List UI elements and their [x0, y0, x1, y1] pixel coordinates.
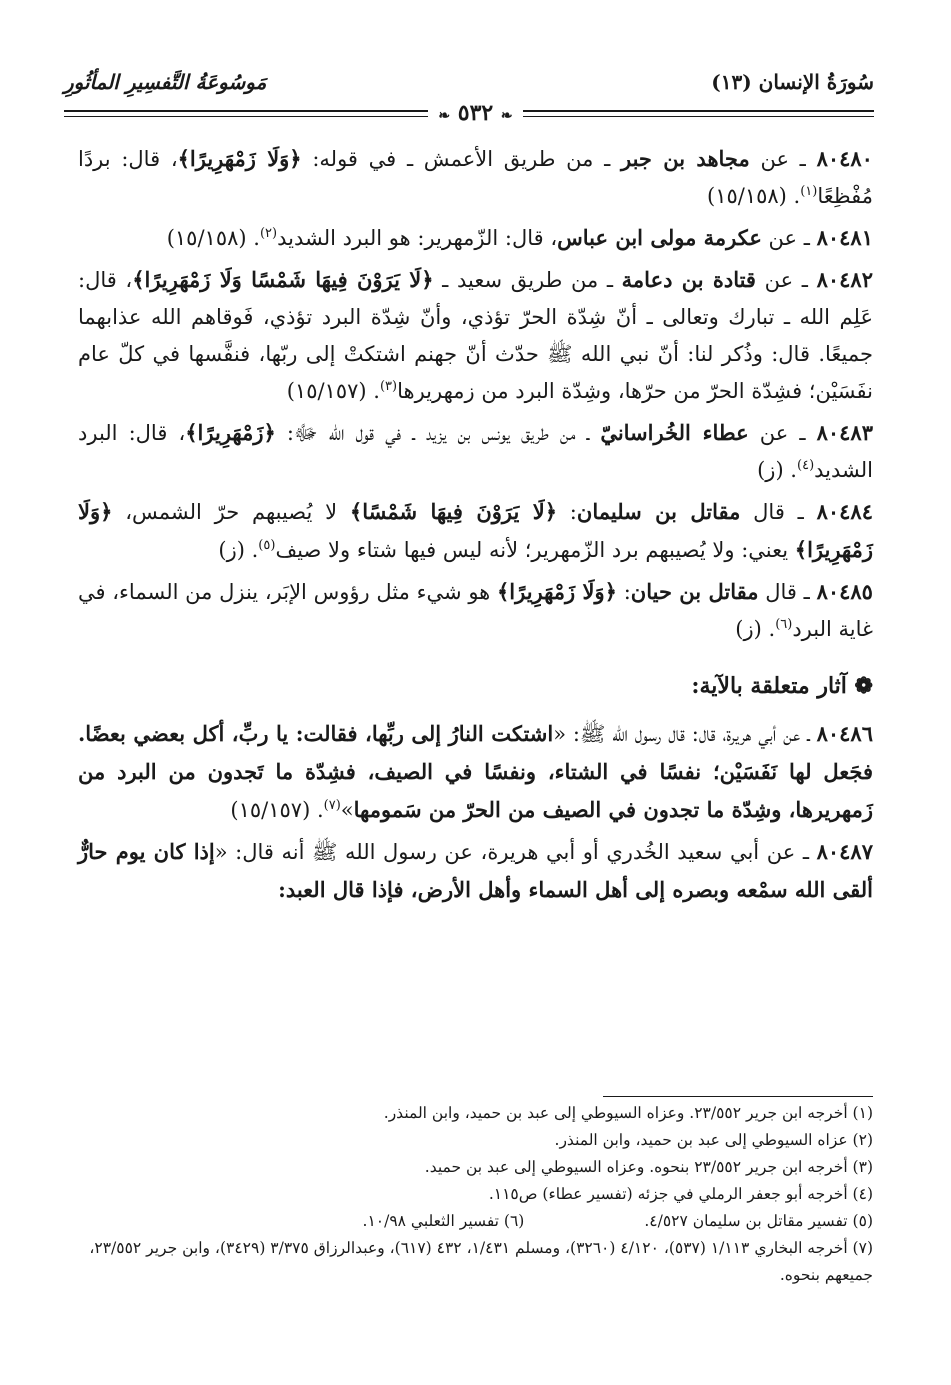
hadith-entry: ٨٠٤٨٧ ـ عن أبي سعيد الخُدري أو أبي هريرة، عن رسول الله ﷺ أنه قال: «إذا كان يوم حارٌّ ألقى الله سمْعه وبصره إلى أهل السماء وأهل الأرض، فإذا قال العبد:	[78, 839, 873, 902]
narrator-name: مقاتل بن سليمان	[576, 499, 741, 524]
footnotes	[78, 1100, 873, 1289]
quran-quote: ﴿زَمْهَرِيرًا﴾	[185, 420, 276, 445]
volume-reference: . (١٥/١٥٨)	[166, 226, 260, 250]
athar-entry: ٨٠٤٨١ ـ عن عكرمة مولى ابن عباس، قال: الزّمهرير: هو البرد الشديد$^{(٢)}$. (١٥/١٥٨)	[166, 225, 873, 250]
athar-entry: ٨٠٤٨٠ ـ عن مجاهد بن جبر ـ من طريق الأعمش ـ في قوله: ﴿وَلَا زَمْهَرِيرًا﴾، قال: بردًا مُفْظِعًا$^{(١)}$. (١٥/١٥٨)	[78, 146, 873, 208]
footnote-marker: (٢)	[259, 226, 278, 241]
narrator-name: عطاء الخُراسانيّ	[600, 420, 749, 445]
page-number: ٥٣٢	[457, 100, 494, 126]
hadith-entry: ٨٠٤٨٦ ـ عن أبي هريرة، قال: قال رسول الله ﷺ: «اشتكت النارُ إلى ربِّها، فقالت: يا ربِّ، أكل بعضي بعضًا. فجَعل لها نَفَسَيْن؛ نفسًا في الشتاء، ونفسًا في الصيف، فشِدّة ما تَجدون من البرد من زَمهريرها، وشِدّة ما تجدون في الصيف من الحرّ من سَمومها»$^{(٧)}$. (١٥/١٥٧)	[78, 721, 873, 822]
footnote-marker: (٥)	[258, 538, 276, 553]
volume-reference: . (١٥/١٥٧)	[230, 798, 324, 822]
main-text	[78, 140, 873, 913]
hadith-text: إذا كان يوم حارٌّ ألقى الله سمْعه وبصره إلى أهل السماء وأهل الأرض، فإذا قال العبد:	[78, 839, 873, 902]
quran-quote: ﴿وَلَا زَمْهَرِيرًا﴾	[78, 499, 873, 562]
surah-title: سُورَةُ الإنسان (١٣)	[711, 70, 874, 94]
quran-quote: ﴿وَلَا زَمْهَرِيرًا﴾	[496, 579, 617, 604]
narrator-name: مجاهد بن جبر	[620, 146, 750, 171]
page-number-box	[428, 100, 522, 129]
book-title: مَوسُوعَةُ التَّفسِيرِ المأثُورِ	[64, 70, 267, 94]
ornament-icon: ❧	[438, 108, 451, 124]
athar-entry: ٨٠٤٨٢ ـ عن قتادة بن دعامة ـ من طريق سعيد ـ ﴿لَا يَرَوْنَ فِيهَا شَمْسًا وَلَا زَمْهَرِيرًا﴾، قال: عَلِم الله ـ تبارك وتعالى ـ أنّ شِدّة الحرّ تؤذي، وأنّ شِدّة البرد تؤذي، فَوقاهم الله عذابهما جميعًا. قال: وذُكر لنا: أنّ نبي الله ﷺ حدّث أنّ جهنم اشتكتْ إلى ربّها، فنفَّسها في كلّ عام نفَسَيْن؛ فشِدّة الحرّ من حرّها، وشِدّة البرد من زمهريرها$^{(٣)}$. (١٥/١٥٧)	[78, 267, 873, 403]
volume-reference: . (ز)	[735, 617, 776, 641]
footnote: (٦) تفسير الثعلبي ١٠/٩٨.	[362, 1212, 525, 1230]
volume-reference: . (١٥/١٥٨)	[706, 184, 801, 208]
footnote: (٣) أخرجه ابن جرير ٢٣/٥٥٢ بنحوه. وعزاه السيوطي إلى عبد بن حميد.	[424, 1158, 873, 1176]
section-heading: ❁ آثار متعلقة بالآية:	[691, 673, 873, 699]
footnote-marker: (١)	[800, 184, 818, 199]
quran-quote: ﴿وَلَا زَمْهَرِيرًا﴾	[177, 146, 302, 171]
narrator-name: مقاتل بن حيان	[630, 579, 759, 604]
footnote: (٤) أخرجه أبو جعفر الرملي في جزئه (تفسير عطاء) ص١١٥.	[488, 1185, 873, 1203]
hadith-text: اشتكت النارُ إلى ربِّها، فقالت: يا ربِّ، أكل بعضي بعضًا. فجَعل لها نَفَسَيْن؛ نفسًا في الشتاء، ونفسًا في الصيف، فشِدّة ما تَجدون من البرد من زَمهريرها، وشِدّة ما تجدون في الصيف من الحرّ من سَمومها	[78, 721, 873, 822]
footnote: (٥) تفسير مقاتل بن سليمان ٤/٥٢٧.	[644, 1212, 873, 1230]
volume-reference: . (١٥/١٥٧)	[286, 379, 380, 403]
footnote-pair	[78, 1208, 873, 1235]
athar-entry: ٨٠٤٨٥ ـ قال مقاتل بن حيان: ﴿وَلَا زَمْهَرِيرًا﴾ هو شيء مثل رؤوس الإبَر، ينزل من السماء، في غاية البرد$^{(٦)}$. (ز)	[78, 579, 873, 641]
running-header	[64, 66, 874, 102]
footnote: (١) أخرجه ابن جرير ٢٣/٥٥٢. وعزاه السيوطي إلى عبد بن حميد، وابن المنذر.	[383, 1104, 873, 1122]
quran-quote: ﴿لَا يَرَوْنَ فِيهَا شَمْسًا وَلَا زَمْهَرِيرًا﴾	[132, 267, 434, 292]
ornament-icon: ❧	[500, 108, 513, 124]
footnote: (٧) أخرجه البخاري ١/١١٣ (٥٣٧)، ٤/١٢٠ (٣٢٦٠)، ومسلم ١/٤٣١، ٤٣٢ (٦١٧)، وعبدالرزاق ٣/٣٧٥ (٣٤٢٩)، وابن جرير ٢٣/٥٥٢، جميعهم بنحوه.	[89, 1239, 873, 1284]
narrator-name: عكرمة مولى ابن عباس	[557, 225, 762, 250]
footnote-marker: (٤)	[797, 458, 815, 473]
footnote-marker: (٣)	[379, 379, 398, 394]
footnote: (٢) عزاه السيوطي إلى عبد بن حميد، وابن المنذر.	[554, 1131, 873, 1149]
athar-entry: ٨٠٤٨٣ ـ عن عطاء الخُراسانيّ ـ من طريق يونس بن يزيد ـ في قول الله ﷻ: ﴿زَمْهَرِيرًا﴾، قال: البرد الشديد$^{(٤)}$. (ز)	[78, 420, 873, 482]
athar-entry: ٨٠٤٨٤ ـ قال مقاتل بن سليمان: ﴿لَا يَرَوْنَ فِيهَا شَمْسًا﴾ لا يُصيبهم حرّ الشمس، ﴿وَلَا زَمْهَرِيرًا﴾ يعني: ولا يُصيبهم برد الزّمهرير؛ لأنه ليس فيها شتاء ولا صيف$^{(٥)}$. (ز)	[78, 499, 873, 562]
quran-quote: ﴿لَا يَرَوْنَ فِيهَا شَمْسًا﴾	[349, 499, 558, 524]
footnote-marker: (٧)	[323, 798, 341, 813]
footnote-marker: (٦)	[775, 617, 793, 632]
footnote-rule	[603, 1096, 873, 1097]
narrator-name: قتادة بن دعامة	[621, 267, 756, 292]
volume-reference: . (ز)	[218, 538, 259, 562]
volume-reference: . (ز)	[757, 458, 797, 482]
